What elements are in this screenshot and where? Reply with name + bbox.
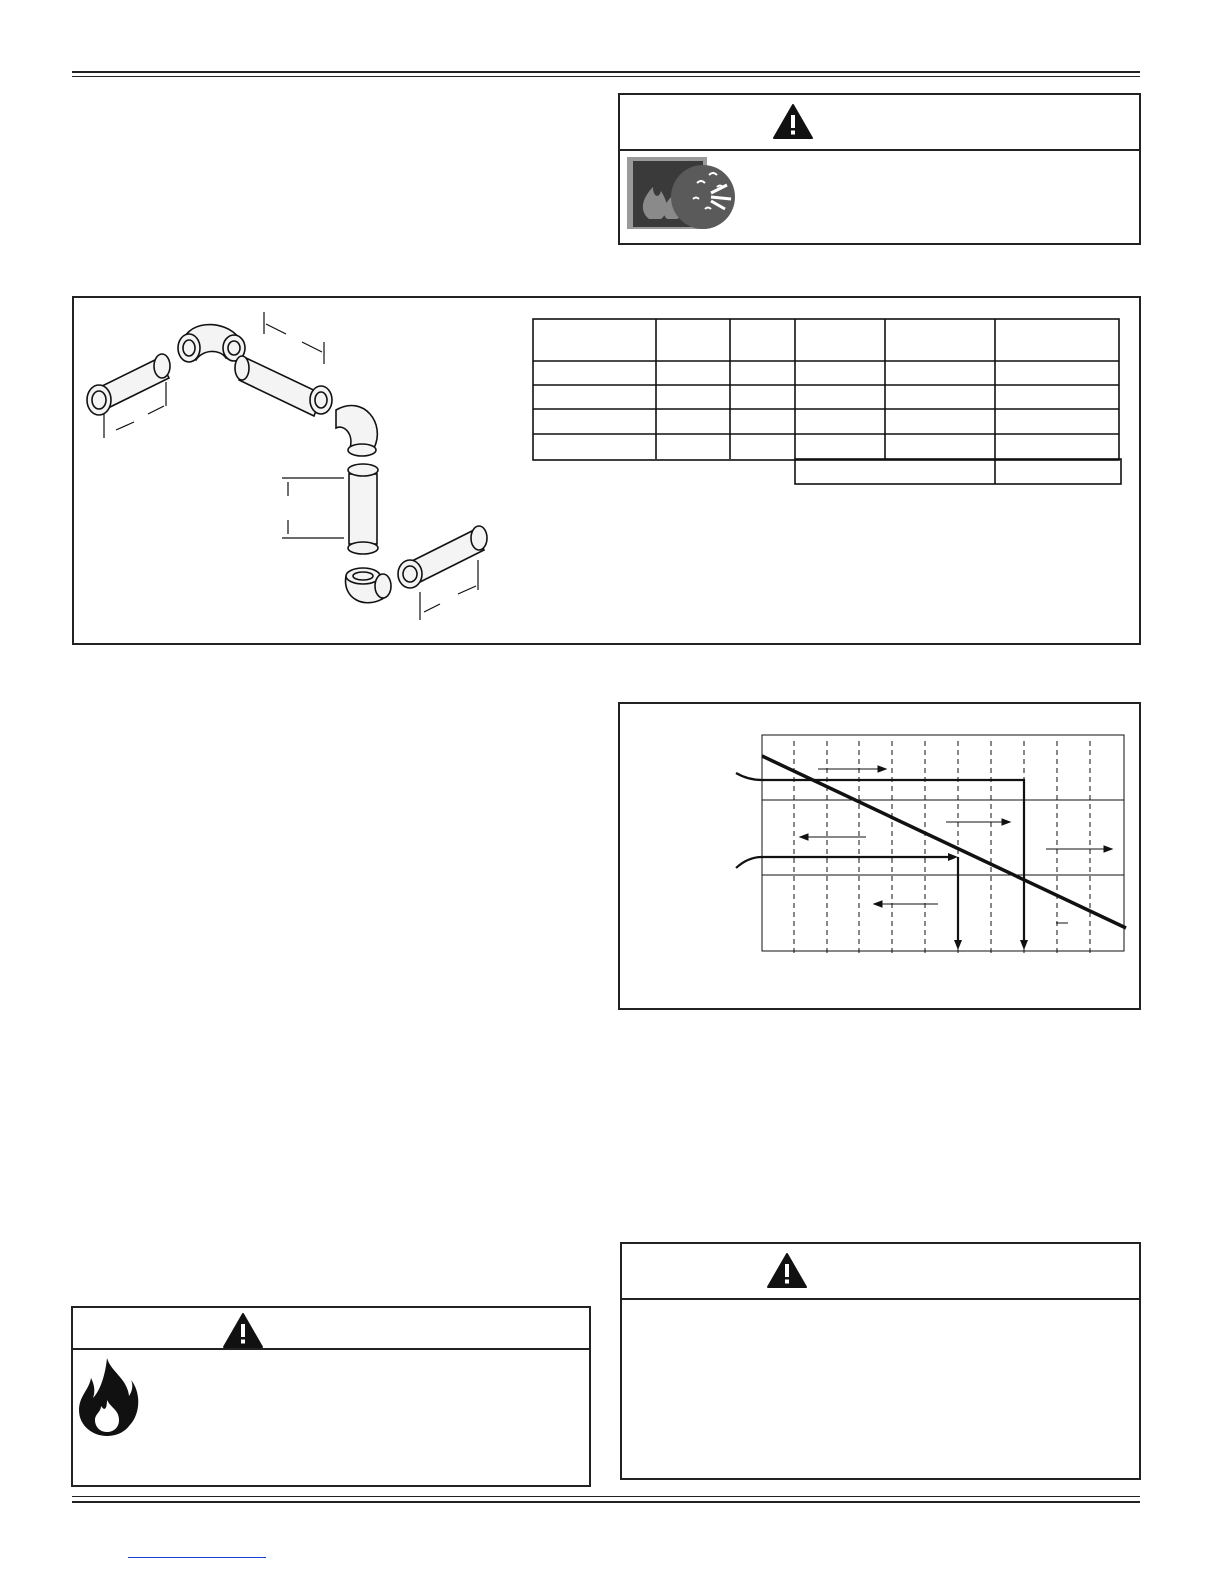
warning-box-bottom-left bbox=[71, 1306, 591, 1487]
chart-box bbox=[618, 702, 1141, 1010]
vent-pipe-illustration bbox=[74, 298, 514, 643]
vent-spec-table bbox=[532, 318, 1127, 491]
warning-triangle-icon bbox=[766, 1252, 808, 1290]
fire-smoke-pictogram bbox=[627, 157, 737, 242]
vent-figure-box bbox=[72, 296, 1141, 645]
warning-box-top bbox=[618, 93, 1141, 245]
footer-rule-bottom bbox=[72, 1501, 1140, 1503]
chart-arrowhead bbox=[954, 940, 962, 950]
footer-rule-top bbox=[72, 1496, 1140, 1497]
warning-header-divider bbox=[620, 149, 1139, 151]
warning-box-bottom-right bbox=[620, 1242, 1141, 1480]
flame-icon bbox=[77, 1356, 141, 1443]
header-rule-top bbox=[72, 71, 1140, 73]
chart-example-path-2 bbox=[736, 857, 950, 868]
chart-arrowhead bbox=[948, 853, 958, 861]
header-rule-bottom bbox=[72, 76, 1140, 77]
warning-header-divider bbox=[622, 1298, 1139, 1300]
warning-header-divider bbox=[73, 1348, 589, 1350]
warning-triangle-icon bbox=[772, 103, 814, 141]
chart-arrowhead bbox=[1020, 940, 1028, 950]
footer-link-underline[interactable] bbox=[128, 1557, 266, 1558]
warning-triangle-icon bbox=[222, 1312, 264, 1350]
chart bbox=[620, 704, 1139, 1008]
chart-series-line bbox=[762, 756, 1126, 928]
